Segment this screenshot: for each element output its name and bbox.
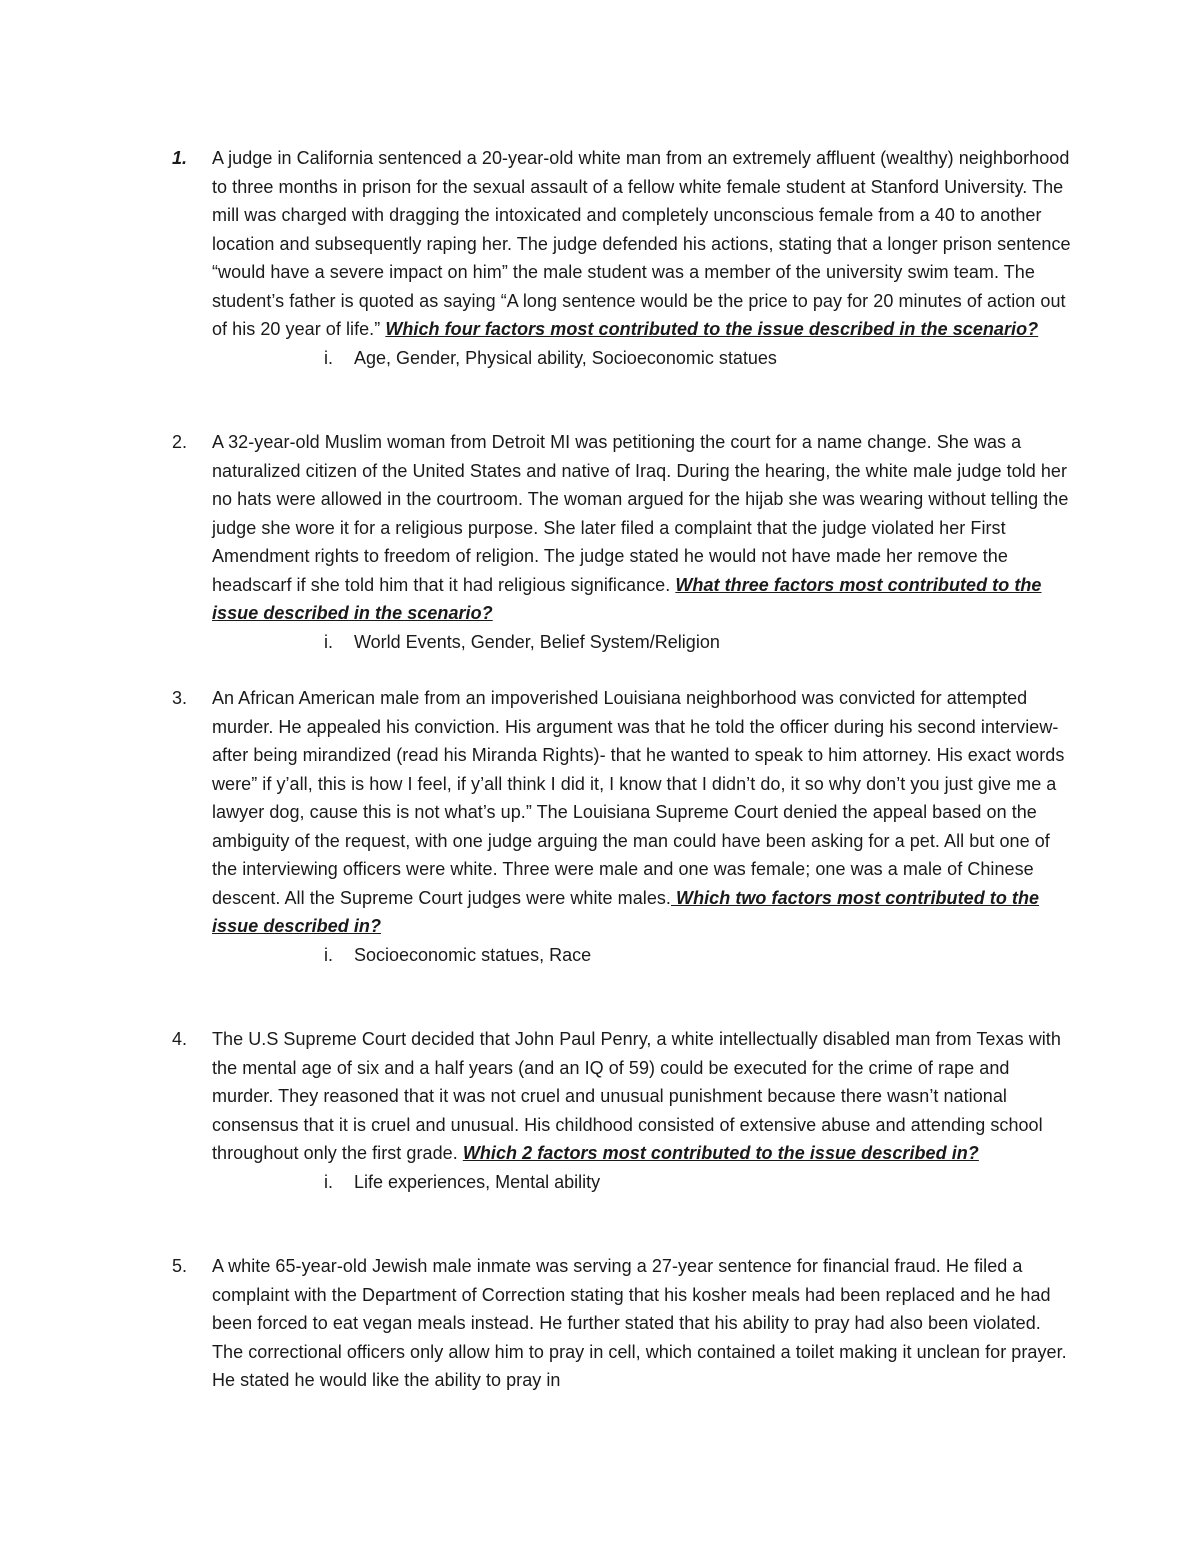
answer bbox=[324, 941, 1072, 970]
question-2 bbox=[172, 428, 1072, 656]
answer-marker: i. bbox=[324, 944, 333, 965]
question-text: An African American male from an impoverished Louisiana neighborhood was convicted for attempted murder. He appealed his conviction. His argument was that he told the officer during his second interview- after being mirandized (read his Miranda Rights)- that he wanted to speak to him attorney. His exact words were” if y’all, this is how I feel, if y’all think I did it, I know that I didn’t do, it so why don’t you just give me a lawyer dog, cause this is not what’s up.” The Louisiana Supreme Court denied the appeal based on the ambiguity of the request, with one judge arguing the man could have been asking for a pet. All but one of the interviewing officers were white. Three were male and one was female; one was a male of Chinese descent. All the Supreme Court judges were white males. bbox=[212, 688, 1065, 908]
question-text: A white 65-year-old Jewish male inmate was serving a 27-year sentence for financial fraud. He filed a complaint with the Department of Correction stating that his kosher meals had been replaced and he had been forced to eat vegan meals instead. He further stated that his ability to pray had also been violated. The correctional officers only allow him to pray in cell, which contained a toilet making it unclean for prayer. He stated he would like the ability to pray in bbox=[212, 1256, 1067, 1390]
question-5 bbox=[172, 1252, 1072, 1395]
question-text: The U.S Supreme Court decided that John Paul Penry, a white intellectually disabled man from Texas with the mental age of six and a half years (and an IQ of 59) could be executed for the crime of rape and murder. They reasoned that it was not cruel and unusual punishment because there wasn’t national consensus that it is cruel and unusual. His childhood consisted of extensive abuse and attending school throughout only the first grade. bbox=[212, 1029, 1061, 1163]
answer-text: World Events, Gender, Belief System/Religion bbox=[354, 631, 720, 652]
question-text: A judge in California sentenced a 20-year-old white man from an extremely affluent (wealthy) neighborhood to three months in prison for the sexual assault of a fellow white female student at Stanford University. The mill was charged with dragging the intoxicated and completely unconscious female from a 40 to another location and subsequently raping her. The judge defended his actions, stating that a longer prison sentence “would have a severe impact on him” the male student was a member of the university swim team. The student’s father is quoted as saying “A long sentence would be the price to pay for 20 minutes of action out of his 20 year of life.” bbox=[212, 148, 1071, 339]
question-prompt: Which 2 factors most contributed to the issue described in? bbox=[462, 1143, 979, 1163]
question-prompt: Which two factors most contributed to the issue described in? bbox=[212, 887, 1040, 936]
question-number: 1. bbox=[172, 148, 188, 168]
answer bbox=[324, 1168, 1072, 1197]
answer-text: Age, Gender, Physical ability, Socioeconomic statues bbox=[354, 347, 777, 368]
question-text-block bbox=[212, 1025, 1072, 1168]
answer bbox=[324, 344, 1072, 373]
answer-marker: i. bbox=[324, 631, 333, 652]
answer-marker: i. bbox=[324, 347, 333, 368]
question-text-block bbox=[212, 684, 1072, 941]
question-text-block bbox=[212, 144, 1072, 344]
question-4 bbox=[172, 1025, 1072, 1196]
question-number: 4. bbox=[172, 1029, 188, 1049]
question-3 bbox=[172, 684, 1072, 969]
question-text-block bbox=[212, 1252, 1072, 1395]
answer-text: Life experiences, Mental ability bbox=[354, 1171, 601, 1192]
answer bbox=[324, 628, 1072, 657]
answer-marker: i. bbox=[324, 1171, 333, 1192]
answer-text: Socioeconomic statues, Race bbox=[354, 944, 592, 965]
question-number: 3. bbox=[172, 688, 188, 708]
question-number: 2. bbox=[172, 432, 188, 452]
question-text: A 32-year-old Muslim woman from Detroit MI was petitioning the court for a name change. She was a naturalized citizen of the United States and native of Iraq. During the hearing, the white male judge told her no hats were allowed in the courtroom. The woman argued for the hijab she was wearing without telling the judge she wore it for a religious purpose. She later filed a complaint that the judge violated her First Amendment rights to freedom of religion. The judge stated he would not have made her remove the headscarf if she told him that it had religious significance. bbox=[212, 432, 1069, 595]
question-text-block bbox=[212, 428, 1072, 628]
question-prompt: Which four factors most contributed to the issue described in the scenario? bbox=[385, 319, 1039, 339]
question-1 bbox=[172, 144, 1072, 372]
question-number: 5. bbox=[172, 1256, 188, 1276]
question-prompt: What three factors most contributed to the issue described in the scenario? bbox=[212, 574, 1042, 623]
